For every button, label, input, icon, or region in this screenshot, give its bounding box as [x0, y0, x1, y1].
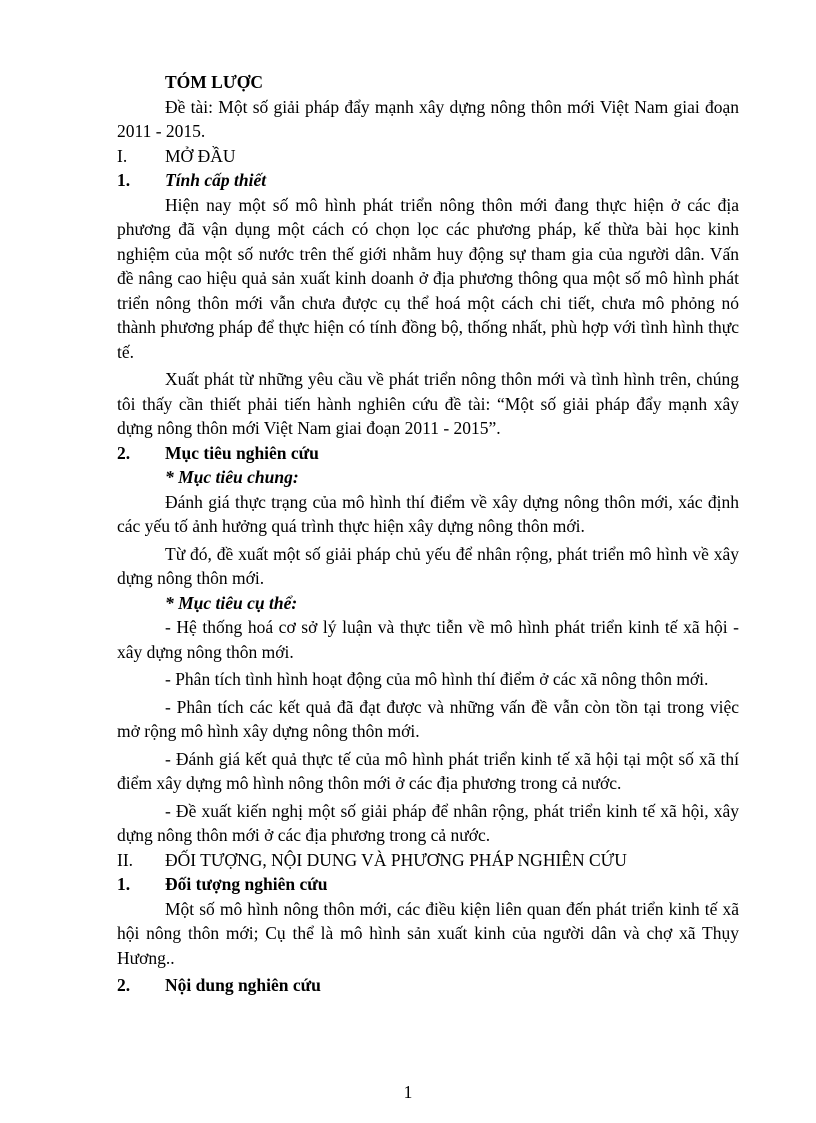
subsection-1-2-number: 2.: [117, 442, 131, 463]
section-2-heading: [117, 848, 739, 873]
specific-objective-item: - Phân tích các kết quả đã đạt được và những vấn đề vẫn còn tồn tại trong việc mở rộng mô hình xây dựng nông thôn mới.: [117, 696, 739, 741]
subsection-1-1-title: Tính cấp thiết: [165, 170, 267, 190]
specific-objective-label: * Mục tiêu cụ thể:: [165, 592, 298, 613]
document-body: [117, 70, 739, 998]
specific-objective-item: - Đánh giá kết quả thực tế của mô hình phát triển kinh tế xã hội tại một số xã thí điểm xây dựng mô hình nông thôn mới ở các địa phương trong cả nước.: [117, 748, 739, 793]
subsection-1-2-heading: [117, 441, 739, 466]
specific-objective-item: - Hệ thống hoá cơ sở lý luận và thực tiễn về mô hình phát triển kinh tế xã hội - xây dựng nông thôn mới.: [117, 617, 739, 662]
urgency-paragraph-2: Xuất phát từ những yêu cầu về phát triển nông thôn mới và tình hình trên, chúng tôi thấy cần thiết phải tiến hành nghiên cứu đề tài: “Một số giải pháp đẩy mạnh xây dựng nông thôn mới Việt Nam giai đoạn 2011 - 2015”.: [117, 369, 739, 438]
subsection-2-1-heading: [117, 872, 739, 897]
section-1-heading: [117, 144, 739, 169]
subsection-1-1-heading: [117, 168, 739, 193]
research-object-paragraph: Một số mô hình nông thôn mới, các điều kiện liên quan đến phát triển kinh tế xã hội nông thôn mới; Cụ thể là mô hình sản xuất kinh của người dân và chợ xã Thụy Hương..: [117, 898, 739, 968]
section-1-number: I.: [117, 145, 128, 166]
general-objective-paragraph-2: Từ đó, đề xuất một số giải pháp chủ yếu để nhân rộng, phát triển mô hình về xây dựng nông thôn mới.: [117, 543, 739, 588]
summary-title: TÓM LƯỢC: [165, 72, 264, 92]
page-number: 1: [403, 1082, 413, 1102]
topic-paragraph: Đề tài: Một số giải pháp đẩy mạnh xây dựng nông thôn mới Việt Nam giai đoạn 2011 - 2015.: [117, 96, 739, 141]
urgency-paragraph-1: Hiện nay một số mô hình phát triển nông thôn mới đang thực hiện ở các địa phương đã vận dụng một cách có chọn lọc các phương pháp, kế thừa bài học kinh nghiệm của một số nước trên thế giới nhằm huy động sự tham gia của người dân. Vấn đề nâng cao hiệu quả sản xuất kinh doanh ở địa phương thông qua một số mô hình phát triển nông thôn mới vẫn chưa được cụ thể hoá một cách chi tiết, chưa mô phỏng nó thành phương pháp để thực hiện có tính đồng bộ, thống nhất, phù hợp với tình hình thực tế.: [117, 194, 739, 362]
general-objective-label: * Mục tiêu chung:: [165, 467, 299, 487]
general-objective-paragraph-1: Đánh giá thực trạng của mô hình thí điểm về xây dựng nông thôn mới, xác định các yếu tố ảnh hưởng quá trình thực hiện xây dựng nông thôn mới.: [117, 491, 739, 536]
specific-objective-item: - Phân tích tình hình hoạt động của mô hình thí điểm ở các xã nông thôn mới.: [165, 669, 709, 689]
section-2-number: II.: [117, 849, 134, 870]
subsection-1-2-title: Mục tiêu nghiên cứu: [165, 442, 319, 463]
subsection-2-1-title: Đối tượng nghiên cứu: [165, 874, 328, 894]
subsection-1-1-number: 1.: [117, 170, 131, 190]
section-1-title: MỞ ĐẦU: [165, 145, 236, 166]
subsection-2-1-number: 1.: [117, 874, 131, 894]
subsection-2-2-number: 2.: [117, 975, 131, 995]
subsection-2-2-title: Nội dung nghiên cứu: [165, 975, 321, 995]
section-2-title: ĐỐI TƯỢNG, NỘI DUNG VÀ PHƯƠNG PHÁP NGHIÊN CỨU: [165, 849, 627, 870]
specific-objective-item: - Đề xuất kiến nghị một số giải pháp để nhân rộng, phát triển kinh tế xã hội, xây dựng nông thôn mới ở các địa phương trong cả nước.: [117, 800, 739, 845]
subsection-2-2-heading: [117, 973, 739, 998]
